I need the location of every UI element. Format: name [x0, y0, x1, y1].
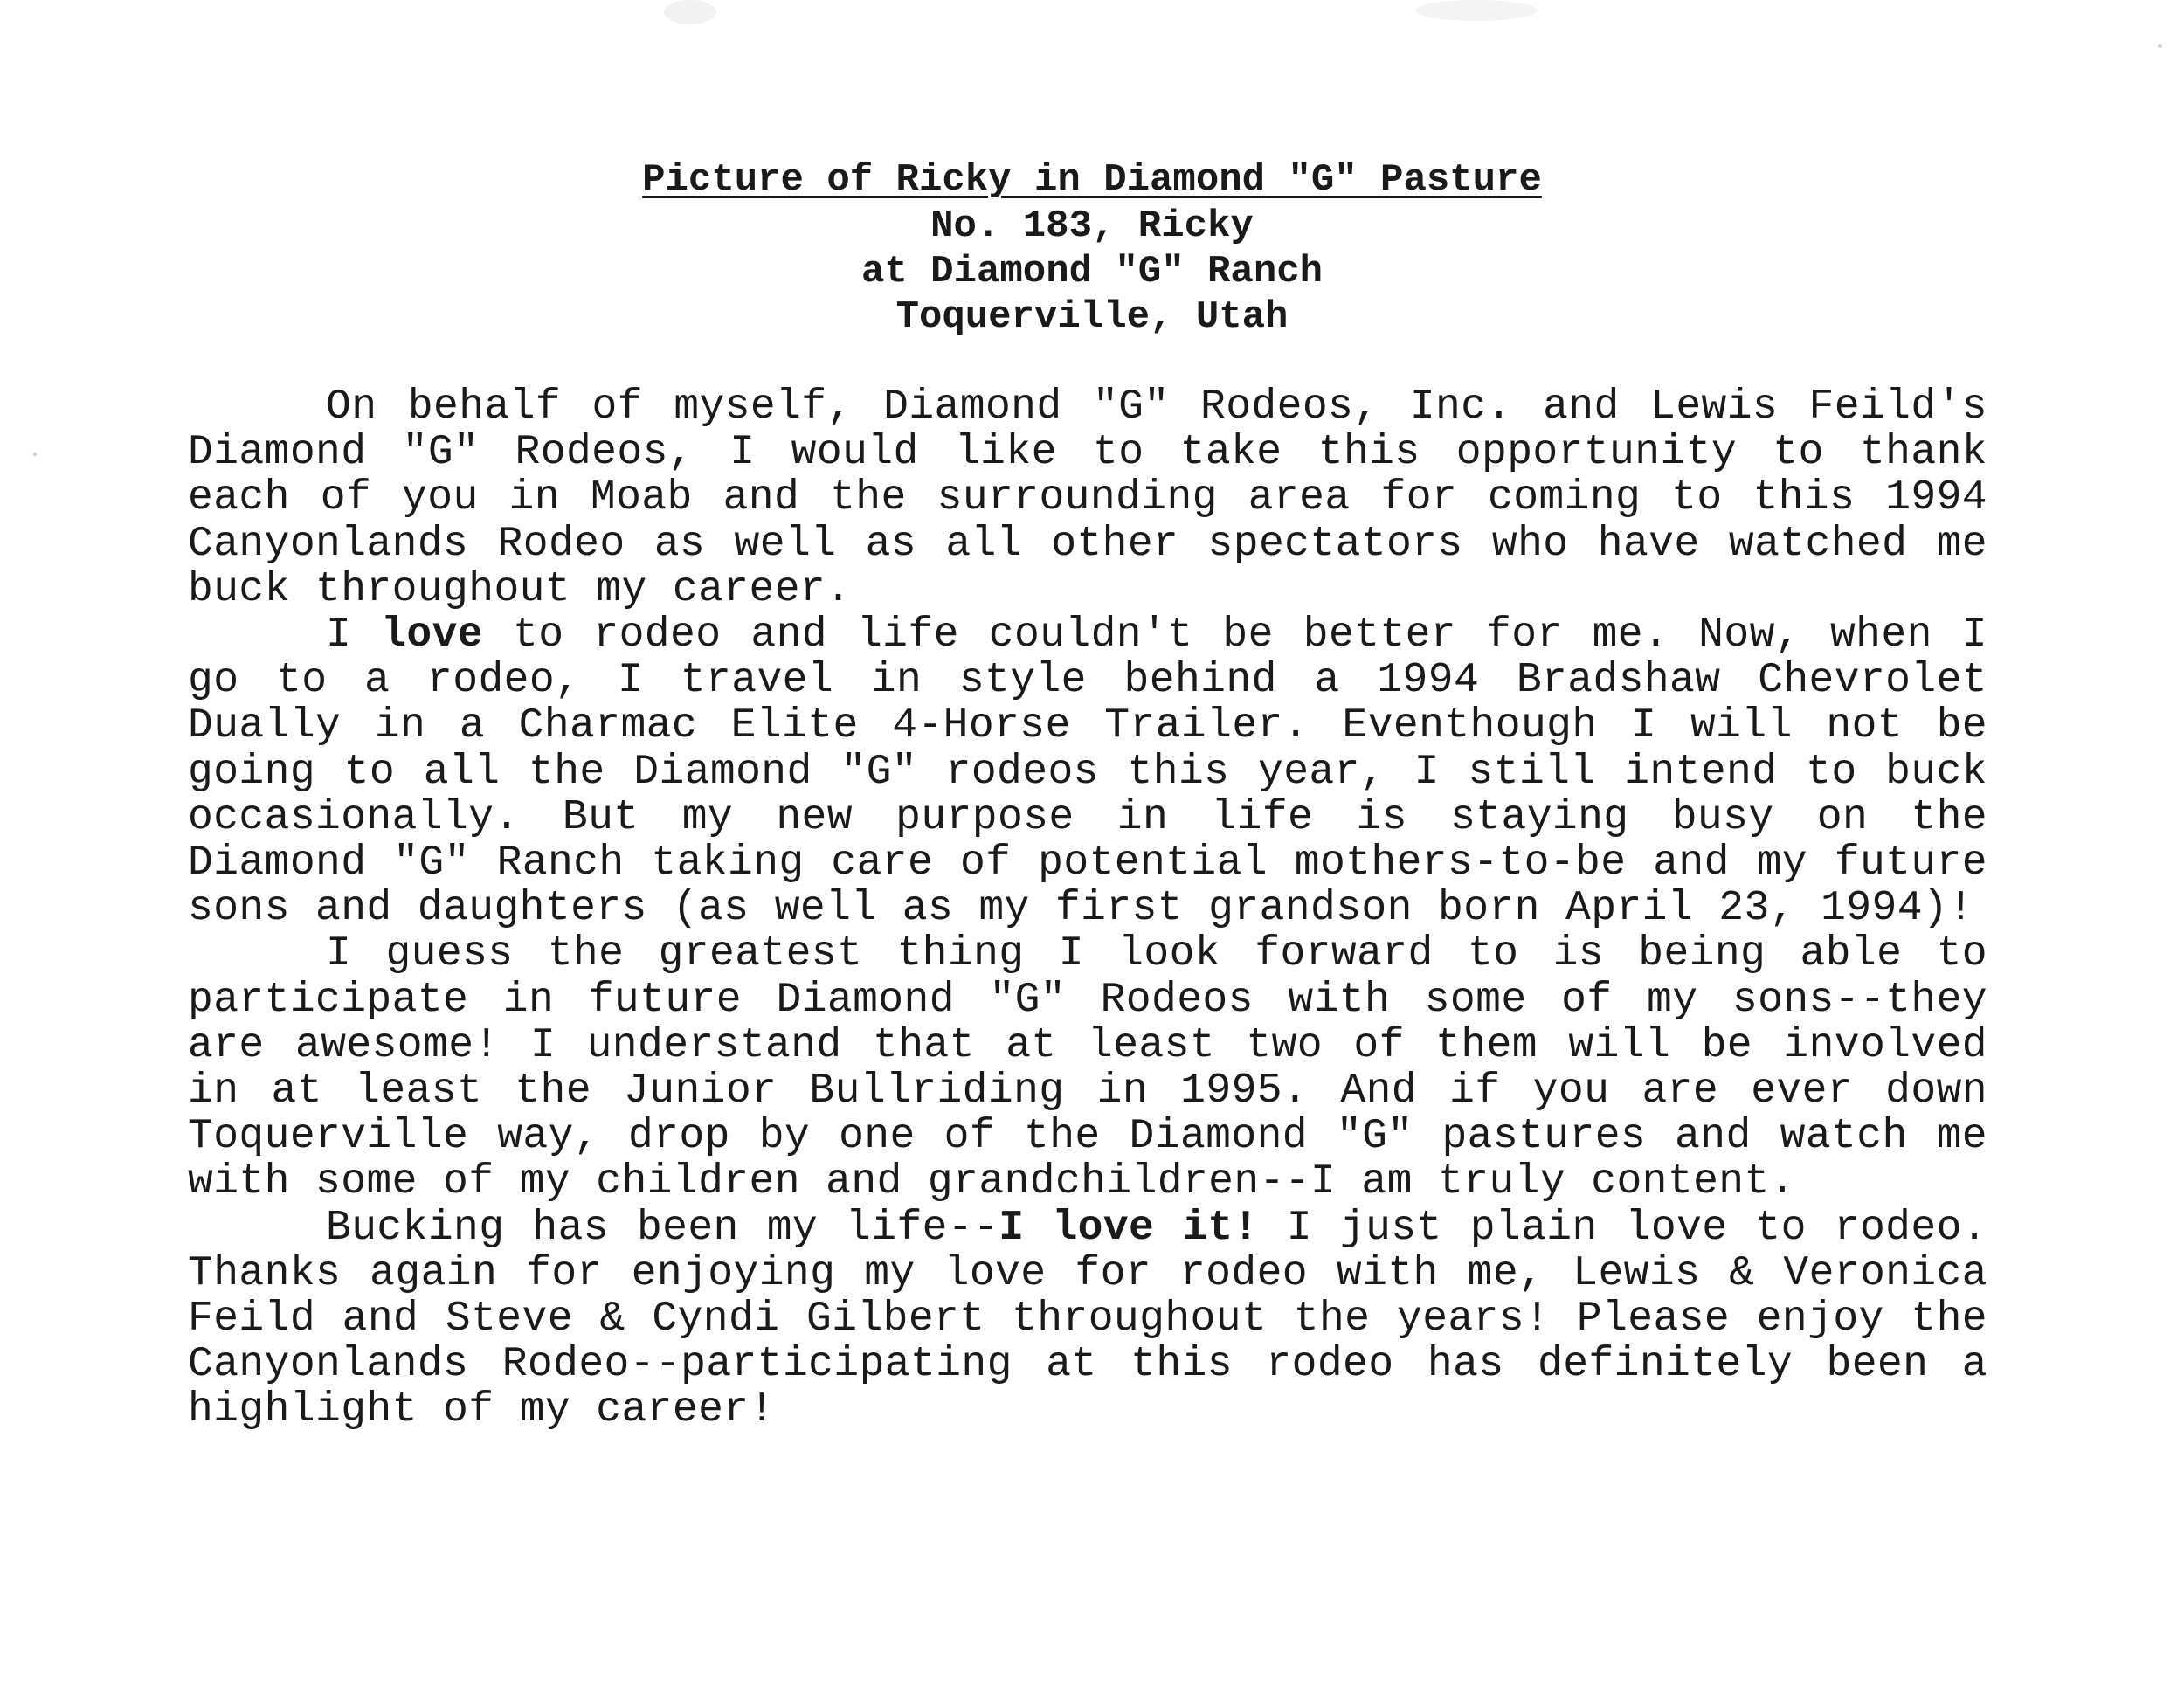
- paragraph-4-text-after: I just plain love to rodeo. Thanks again for enjoying my love for rodeo with me, Lewis & Veronica Feild and Steve & Cyndi Gilbert throughout the years! Please enjoy the Canyonlands Rodeo--participating at this rodeo has definitely been a highlight of my career!: [188, 1204, 1988, 1434]
- scan-speck: [664, 0, 716, 24]
- paragraph-2-text-before: I: [326, 612, 382, 660]
- document-title: [0, 157, 2184, 203]
- paragraph-3: I guess the greatest thing I look forward to is being able to participate in future Diamond "G" Rodeos with some of my sons--they are awesome! I understand that at least two of them will be involved in at least the Junior Bullriding in 1995. And if you are ever down Toquerville way, drop by one of the Diamond "G" pastures and watch me with some of my children and grandchildren--I am truly content.: [188, 930, 1987, 1206]
- subtitle-line-2: at Diamond "G" Ranch: [860, 250, 1324, 294]
- paragraph-1: On behalf of myself, Diamond "G" Rodeos, Inc. and Lewis Feild's Diamond "G" Rodeos, I would like to take this opportunity to thank each of you in Moab and the surrounding area for coming to this 1994 Canyonlands Rodeo as well as all other spectators who have watched me buck throughout my career.: [188, 383, 1987, 613]
- subtitle-line-1: No. 183, Ricky: [930, 204, 1254, 248]
- scan-speck: [33, 453, 37, 456]
- letter-body: [188, 384, 1987, 1434]
- paragraph-2: [188, 612, 1987, 931]
- document-title-text: Picture of Ricky in Diamond "G" Pasture: [642, 158, 1542, 202]
- scan-speck: [1415, 0, 1538, 21]
- paragraph-4: [188, 1206, 1987, 1434]
- subtitle-line-3: Toquerville, Utah: [895, 295, 1289, 339]
- paragraph-2-bold-text: love: [381, 612, 484, 660]
- paragraph-2-text-after: to rodeo and life couldn't be better for me. Now, when I go to a rodeo, I travel in style behind a 1994 Bradshaw Chevrolet Dually in a Charmac Elite 4-Horse Trailer. Eventhough I will not be going to all the Diamond "G" rodeos this year, I still intend to buck occasionally. But my new purpose in life is staying busy on the Diamond "G" Ranch taking care of potential mothers-to-be and my future sons and daughters (as well as my first grandson born April 23, 1994)!: [188, 612, 1987, 933]
- paragraph-4-text-before: Bucking has been my life--: [326, 1204, 999, 1252]
- paragraph-4-bold-text: I love it!: [999, 1204, 1259, 1252]
- scan-speck: [2158, 44, 2162, 48]
